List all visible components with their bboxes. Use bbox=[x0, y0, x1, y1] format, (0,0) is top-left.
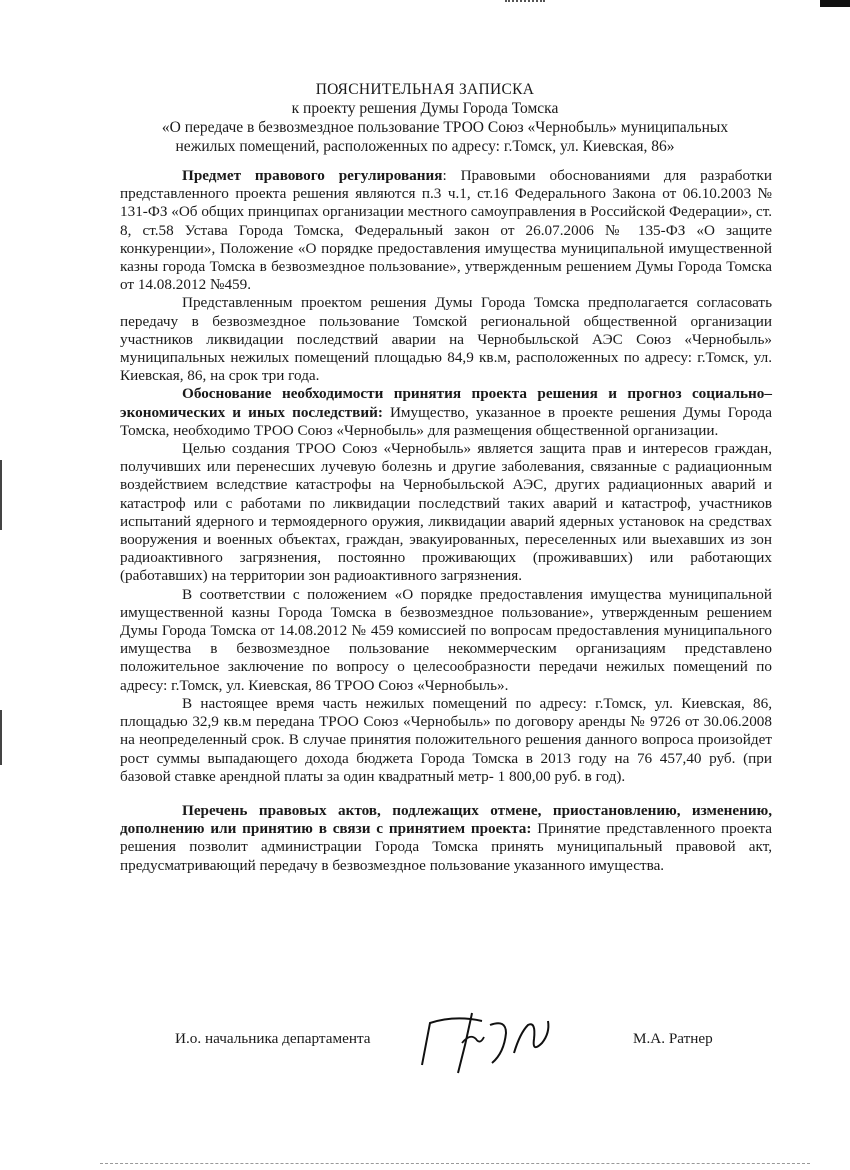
paragraph-organization-goal: Целью создания ТРОО Союз «Чернобыль» является защита прав и интересов граждан, получивших или перенесших лучевую болезнь и другие заболевания, связанные с радиационным воздействием вследствие катастрофы на Чернобыльской АЭС, других радиационных аварий и катастроф или с работами по ликвидации последствий таких аварий и катастроф, участников испытаний ядерного и термоядерного оружия, ликвидации аварий ядерных установок на средствах вооружения и военных объектах, граждан, эвакуированных, переселенных или выехавших из зон радиоактивного загрязнения, постоянно проживающих (проживавших) или работающих (работавших) на территории зон радиоактивного загрязнения. bbox=[120, 440, 772, 585]
signatory-position: И.о. начальника департамента bbox=[175, 1030, 371, 1047]
paragraph-regulation-subject bbox=[120, 167, 772, 294]
document-subtitle: к проекту решения Думы Города Томска bbox=[291, 100, 559, 117]
scan-corner-mark bbox=[820, 0, 850, 7]
paragraph-budget-impact: В настоящее время часть нежилых помещений по адресу: г.Томск, ул. Киевская, 86, площадью 32,9 кв.м передана ТРОО Союз «Чернобыль» по договору аренды № 9726 от 30.06.2008 на неопределенный срок. В случае принятия положительного решения данного вопроса произойдет рост суммы выпадающего дохода бюджета Города Томска в 2013 году на 76 457,40 руб. (при базовой ставке арендной платы за один квадратный метр- 1 800,00 руб. в год). bbox=[120, 694, 772, 785]
paragraph-text: Имущество, указанное в проекте решения Думы Города Томска, необходимо ТРОО Союз «Чернобыль» для размещения общественной организации. bbox=[120, 403, 772, 439]
paragraph-justification bbox=[120, 385, 772, 440]
document-subject-line1: «О передаче в безвозмездное пользование ТРОО Союз «Чернобыль» муниципальных bbox=[161, 119, 729, 136]
handwritten-signature bbox=[410, 1003, 560, 1078]
paragraph-heading: Перечень правовых актов, подлежащих отмене, приостановлению, изменению, дополнению или принятию в связи с принятием проекта: bbox=[120, 801, 772, 838]
document-subject-line2: нежилых помещений, расположенных по адресу: г.Томск, ул. Киевская, 86» bbox=[175, 138, 675, 155]
scan-edge-mark bbox=[0, 460, 2, 530]
paragraph-legal-acts bbox=[120, 802, 772, 875]
paragraph-text: Принятие представленного проекта решения позволит администрации Города Томска принять муниципальный правовой акт, предусматривающий передачу в безвозмездное пользование указанного имущества. bbox=[120, 820, 773, 874]
signatory-name: М.А. Ратнер bbox=[633, 1030, 713, 1047]
paragraph-text: : Правовыми обоснованиями для разработки представленного проекта решения являются п.3 ч.1, ст.16 Федерального Закона от 06.10.2003 № 131-ФЗ «Об общих принципах организации местного самоуправления в Российской Федерации», ст. 8, ст.58 Устава Города Томска, Федеральный закон от 26.07.2006 № 135-ФЗ «О защите конкуренции», Положение «О порядке предоставления имущества муниципальной имущественной казны города Томска в безвозмездное пользование», утвержденным решением Думы Города Томска от 14.08.2012 №459. bbox=[120, 167, 772, 294]
paragraph-proposal: Представленным проектом решения Думы Города Томска предполагается согласовать передачу в безвозмездное пользование Томской региональной общественной организации участников ликвидации последствий аварии на Чернобыльской АЭС Союз «Чернобыль» муниципальных нежилых помещений площадью 84,9 кв.м, расположенных по адресу: г.Томск, ул. Киевская, 86, на срок три года. bbox=[120, 294, 772, 385]
paragraph-commission-conclusion: В соответствии с положением «О порядке предоставления имущества муниципальной имущественной казны Города Томска в безвозмездное пользование», утвержденным решением Думы Города Томска от 14.08.2012 № 459 комиссией по вопросам предоставления муниципального имущества в безвозмездное пользование некоммерческим организациям представлено положительное заключение по вопросу о целесообразности передачи нежилых помещений по адресу: г.Томск, ул. Киевская, 86 ТРОО Союз «Чернобыль». bbox=[120, 585, 772, 694]
scan-specks-bottom bbox=[100, 1163, 810, 1166]
document-title: ПОЯСНИТЕЛЬНАЯ ЗАПИСКА bbox=[315, 81, 535, 98]
document-body bbox=[120, 167, 772, 875]
paragraph-heading: Предмет правового регулирования bbox=[182, 167, 443, 184]
scan-edge-mark bbox=[0, 710, 2, 765]
paragraph-heading: Обоснование необходимости принятия проекта решения и прогноз социально–экономических и иных последствий: bbox=[120, 385, 772, 421]
scan-specks-top bbox=[505, 0, 545, 6]
